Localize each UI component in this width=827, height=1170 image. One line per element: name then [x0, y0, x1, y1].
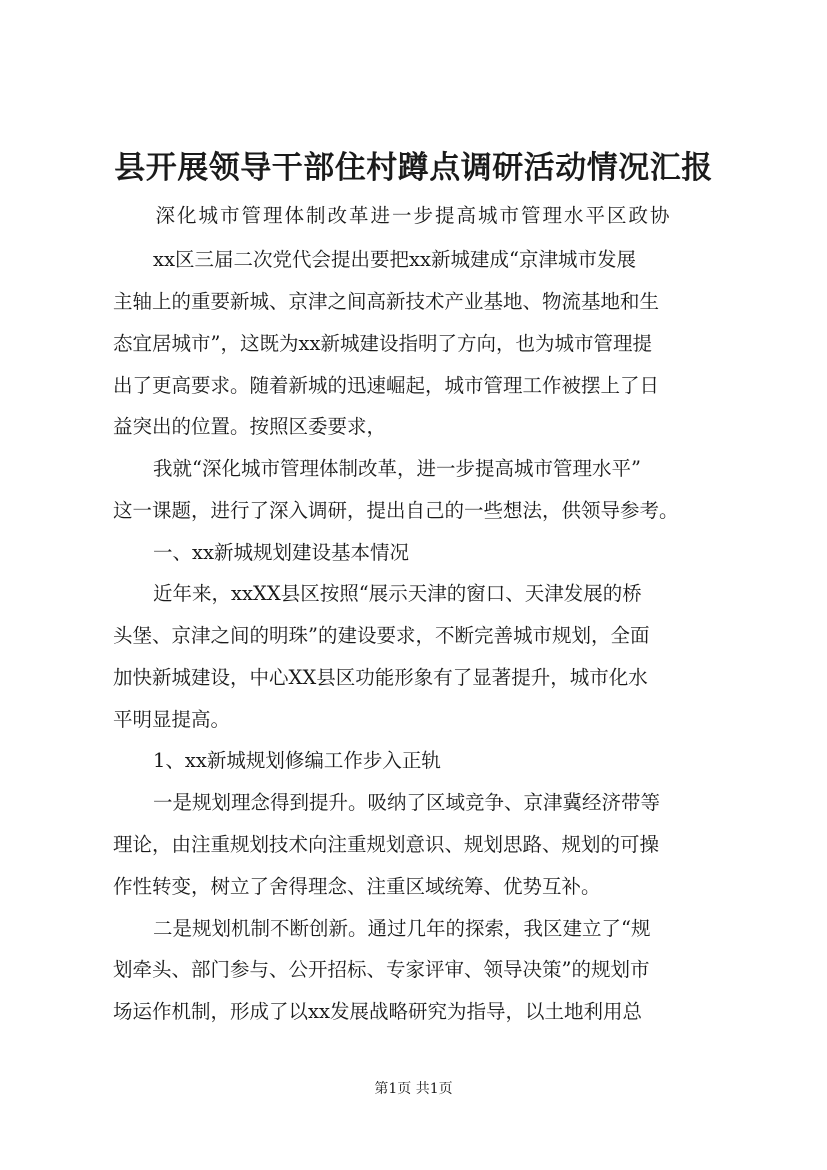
document-title: 县开展领导干部住村蹲点调研活动情况汇报 — [114, 150, 713, 186]
document-subtitle: 深化城市管理体制改革进一步提高城市管理水平区政协 — [155, 204, 672, 227]
body-line: 近年来，xxXX县区按照“展示天津的窗口、天津发展的桥 — [153, 582, 642, 605]
body-line: 理论，由注重规划技术向注重规划意识、规划思路、规划的可操 — [113, 833, 660, 856]
body-line: 划牵头、部门参与、公开招标、专家评审、领导决策”的规划市 — [113, 958, 650, 981]
body-line: 头堡、京津之间的明珠”的建设要求，不断完善城市规划，全面 — [113, 624, 650, 647]
body-line: 加快新城建设，中心XX县区功能形象有了显著提升，城市化水 — [113, 666, 648, 689]
body-line: xx区三届二次党代会提出要把xx新城建成“京津城市发展 — [153, 248, 636, 271]
body-line: 作性转变，树立了舍得理念、注重区域统筹、优势互补。 — [113, 875, 601, 898]
page-footer: 第1页 共1页 — [374, 1081, 453, 1097]
subsection-heading: 1、xx新城规划修编工作步入正轨 — [153, 749, 441, 772]
body-line: 平明显提高。 — [113, 708, 231, 731]
body-line: 一是规划理念得到提升。吸纳了区域竞争、京津冀经济带等 — [153, 791, 661, 814]
body-line: 场运作机制，形成了以xx发展战略研究为指导，以土地利用总 — [113, 1000, 642, 1023]
body-line: 主轴上的重要新城、京津之间高新技术产业基地、物流基地和生 — [113, 290, 660, 313]
section-heading: 一、xx新城规划建设基本情况 — [153, 541, 409, 564]
body-line: 益突出的位置。按照区委要求， — [113, 415, 387, 438]
body-line: 出了更高要求。随着新城的迅速崛起，城市管理工作被摆上了日 — [113, 374, 660, 397]
body-line: 我就“深化城市管理体制改革，进一步提高城市管理水平” — [153, 457, 641, 480]
body-line: 态宜居城市”，这既为xx新城建设指明了方向，也为城市管理提 — [113, 332, 652, 355]
body-line: 这一课题，进行了深入调研，提出自己的一些想法，供领导参考。 — [113, 499, 679, 522]
body-line: 二是规划机制不断创新。通过几年的探索，我区建立了“规 — [153, 917, 651, 940]
